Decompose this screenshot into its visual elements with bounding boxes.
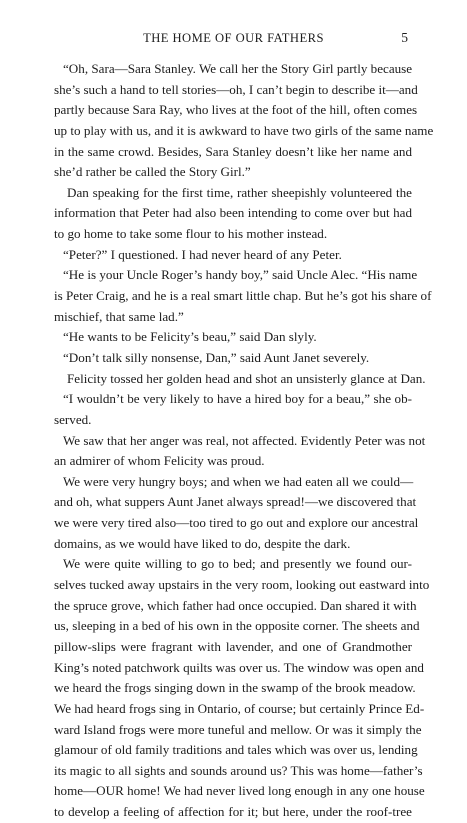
text-line: we heard the frogs singing down in the swamp of the brook meadow. bbox=[54, 680, 416, 696]
text-line: “He is your Uncle Roger’s handy boy,” said Uncle Alec. “His name bbox=[63, 267, 418, 283]
text-line: to go home to take some flour to his mother instead. bbox=[54, 226, 328, 242]
text-line: in the same crowd. Besides, Sara Stanley doesn’t like her name and bbox=[54, 143, 412, 159]
text-line: King’s noted patchwork quilts was over us. The window was open and bbox=[54, 659, 424, 675]
running-title: THE HOME OF OUR FATHERS bbox=[143, 31, 324, 45]
text-line: served. bbox=[54, 411, 92, 427]
text-line: Felicity tossed her golden head and shot an unsisterly glance at Dan. bbox=[67, 370, 426, 386]
text-line: she’s such a hand to tell stories—oh, I can’t begin to describe it—and bbox=[54, 81, 418, 97]
text-line: “Peter?” I questioned. I had never heard of any Peter. bbox=[63, 246, 342, 262]
text-line: is Peter Craig, and he is a real smart little chap. But he’s got his share of bbox=[54, 288, 432, 304]
text-line: “He wants to be Felicity’s beau,” said Dan slyly. bbox=[63, 329, 317, 345]
page-number: 5 bbox=[401, 30, 408, 45]
text-line: us, sleeping in a bed of his own in the opposite corner. The sheets and bbox=[54, 618, 420, 634]
text-line: an admirer of whom Felicity was proud. bbox=[54, 453, 265, 469]
text-line: selves tucked away upstairs in the very room, looking out eastward into bbox=[54, 577, 430, 593]
text-line: “I wouldn’t be very likely to have a hired boy for a beau,” she ob- bbox=[63, 391, 412, 407]
text-line: home—OUR home! We had never lived long enough in any one house bbox=[54, 783, 425, 799]
text-line: up to play with us, and it is awkward to have two girls of the same name bbox=[54, 122, 434, 138]
text-line: We were quite willing to go to bed; and presently we found our- bbox=[63, 556, 412, 572]
text-line: ward Island frogs were more tuneful and mellow. Or was it simply the bbox=[54, 721, 422, 737]
text-line: glamour of old family traditions and tales which was over us, lending bbox=[54, 742, 418, 758]
text-line: domains, as we would have liked to do, despite the dark. bbox=[54, 535, 351, 551]
text-line: its magic to all sights and sounds around us? This was home—father’s bbox=[54, 762, 423, 778]
text-line: We saw that her anger was real, not affected. Evidently Peter was not bbox=[63, 432, 426, 448]
text-line: “Don’t talk silly nonsense, Dan,” said Aunt Janet severely. bbox=[63, 349, 370, 365]
text-line: the spruce grove, which father had once occupied. Dan shared it with bbox=[54, 597, 417, 613]
text-line: We were very hungry boys; and when we had eaten all we could— bbox=[63, 473, 414, 489]
text-line: Dan speaking for the first time, rather sheepishly volunteered the bbox=[67, 184, 412, 200]
text-line: partly because Sara Ray, who lives at the foot of the hill, often comes bbox=[54, 102, 418, 118]
running-head bbox=[0, 28, 467, 48]
text-line: We had heard frogs sing in Ontario, of course; but certainly Prince Ed- bbox=[54, 700, 425, 716]
text-line: mischief, that same lad.” bbox=[54, 308, 184, 324]
text-line: we were very tired also—too tired to go out and explore our ancestral bbox=[54, 515, 419, 531]
body-text bbox=[54, 59, 434, 823]
text-line: to develop a feeling of affection for it; but here, under the roof-tree bbox=[54, 804, 412, 820]
text-line: and oh, what suppers Aunt Janet always spread!—we discovered that bbox=[54, 494, 417, 510]
text-line: information that Peter had also been intending to come over but had bbox=[54, 205, 412, 221]
text-line: she’d rather be called the Story Girl.” bbox=[54, 164, 251, 180]
text-line: pillow-slips were fragrant with lavender, and one of Grandmother bbox=[54, 638, 412, 654]
text-line: “Oh, Sara—Sara Stanley. We call her the Story Girl partly because bbox=[63, 61, 413, 76]
